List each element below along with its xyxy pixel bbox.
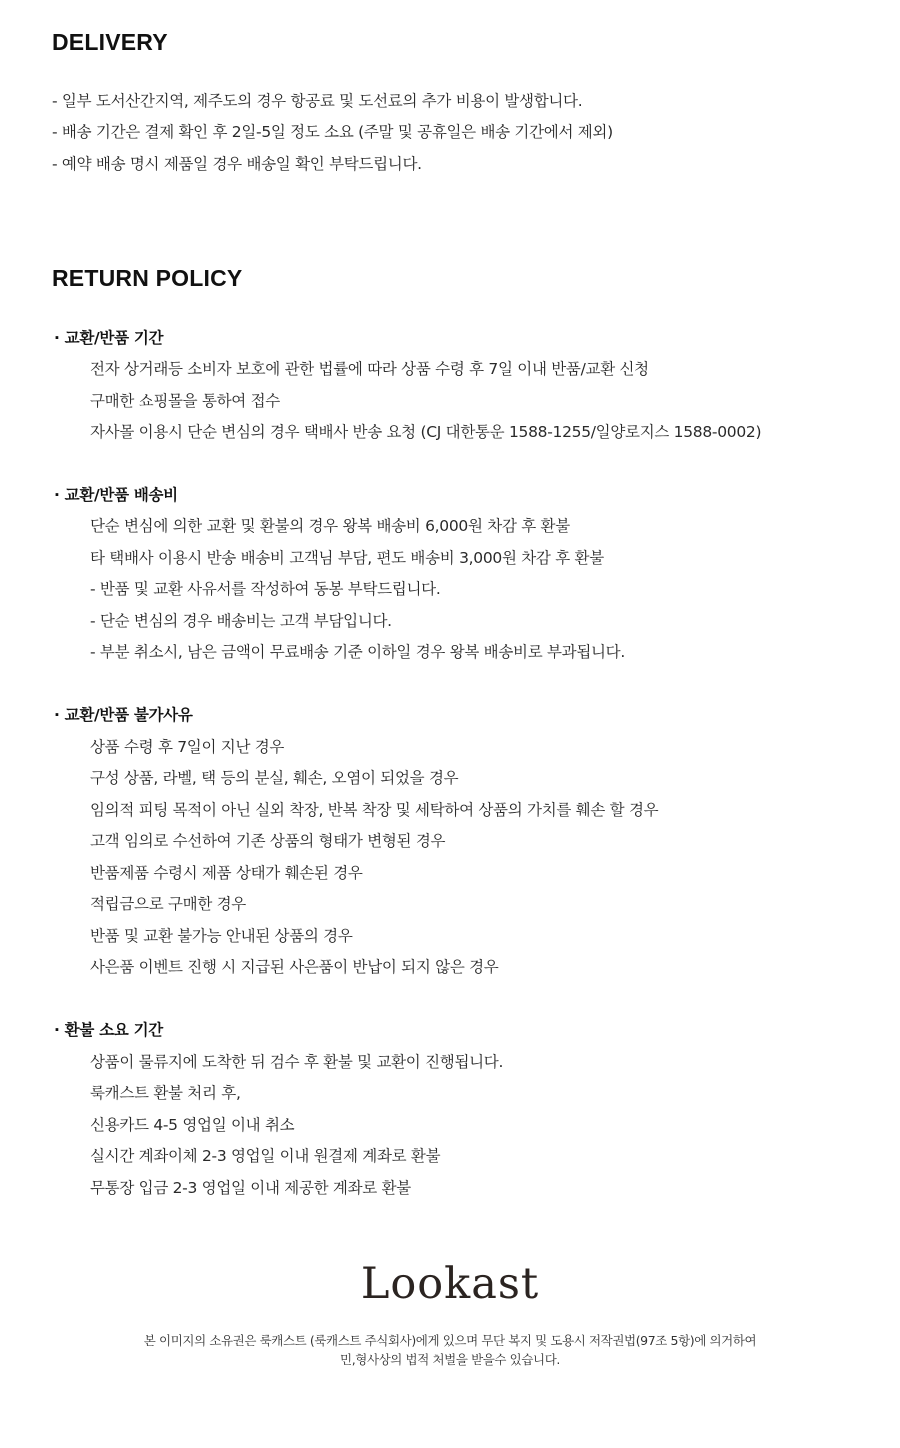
return-policy-heading: RETURN POLICY xyxy=(52,265,243,291)
section-title-shipping-cost: · 교환/반품 배송비 xyxy=(54,486,178,504)
copyright-notice-line: 민,형사상의 법적 처벌을 받을수 있습니다. xyxy=(340,1352,560,1367)
section-title-not-allowed: · 교환/반품 불가사유 xyxy=(54,706,193,724)
policy-line: 무통장 입금 2-3 영업일 이내 제공한 계좌로 환불 xyxy=(90,1179,411,1197)
policy-line: 실시간 계좌이체 2-3 영업일 이내 원결제 계좌로 환불 xyxy=(90,1147,441,1165)
policy-line: 반품제품 수령시 제품 상태가 훼손된 경우 xyxy=(90,864,363,882)
policy-line: 룩캐스트 환불 처리 후, xyxy=(90,1084,241,1102)
policy-line: 고객 임의로 수선하여 기존 상품의 형태가 변형된 경우 xyxy=(90,832,446,850)
policy-line: 구성 상품, 라벨, 택 등의 분실, 훼손, 오염이 되었을 경우 xyxy=(90,769,459,787)
policy-line: - 단순 변심의 경우 배송비는 고객 부담입니다. xyxy=(90,612,392,630)
section-title-refund-period: · 환불 소요 기간 xyxy=(54,1021,163,1039)
policy-line: 전자 상거래등 소비자 보호에 관한 법률에 따라 상품 수령 후 7일 이내 반품/교환 신청 xyxy=(90,360,649,378)
policy-line: 단순 변심에 의한 교환 및 환불의 경우 왕복 배송비 6,000원 차감 후 환불 xyxy=(90,517,570,535)
policy-line: 상품이 물류지에 도착한 뒤 검수 후 환불 및 교환이 진행됩니다. xyxy=(90,1053,504,1071)
policy-line: 신용카드 4-5 영업일 이내 취소 xyxy=(90,1116,295,1134)
delivery-line: - 예약 배송 명시 제품일 경우 배송일 확인 부탁드립니다. xyxy=(52,155,422,173)
policy-line: 임의적 피팅 목적이 아닌 실외 착장, 반복 착장 및 세탁하여 상품의 가치를 훼손 할 경우 xyxy=(90,801,659,819)
copyright-notice-line: 본 이미지의 소유권은 룩캐스트 (룩캐스트 주식회사)에게 있으며 무단 복지 및 도용시 저작권법(97조 5항)에 의거하여 xyxy=(143,1333,757,1348)
delivery-heading: DELIVERY xyxy=(52,29,168,55)
delivery-line: - 배송 기간은 결제 확인 후 2일-5일 정도 소요 (주말 및 공휴일은 배송 기간에서 제외) xyxy=(52,123,613,141)
policy-line: 구매한 쇼핑몰을 통하여 접수 xyxy=(90,392,280,410)
delivery-line: - 일부 도서산간지역, 제주도의 경우 항공료 및 도선료의 추가 비용이 발생합니다. xyxy=(52,92,583,110)
brand-logo: Lookast xyxy=(360,1259,540,1309)
policy-line: 타 택배사 이용시 반송 배송비 고객님 부담, 편도 배송비 3,000원 차감 후 환불 xyxy=(90,549,604,567)
policy-line: 사은품 이벤트 진행 시 지급된 사은품이 반납이 되지 않은 경우 xyxy=(90,958,499,976)
policy-line: 상품 수령 후 7일이 지난 경우 xyxy=(90,738,285,756)
policy-line: - 부분 취소시, 남은 금액이 무료배송 기준 이하일 경우 왕복 배송비로 부과됩니다. xyxy=(90,643,625,661)
policy-line: 자사몰 이용시 단순 변심의 경우 택배사 반송 요청 (CJ 대한통운 1588-1255/일양로지스 1588-0002) xyxy=(90,423,762,441)
section-title-exchange-period: · 교환/반품 기간 xyxy=(54,329,164,347)
policy-line: - 반품 및 교환 사유서를 작성하여 동봉 부탁드립니다. xyxy=(90,580,441,598)
policy-line: 반품 및 교환 불가능 안내된 상품의 경우 xyxy=(90,927,353,945)
policy-line: 적립금으로 구매한 경우 xyxy=(90,895,246,913)
